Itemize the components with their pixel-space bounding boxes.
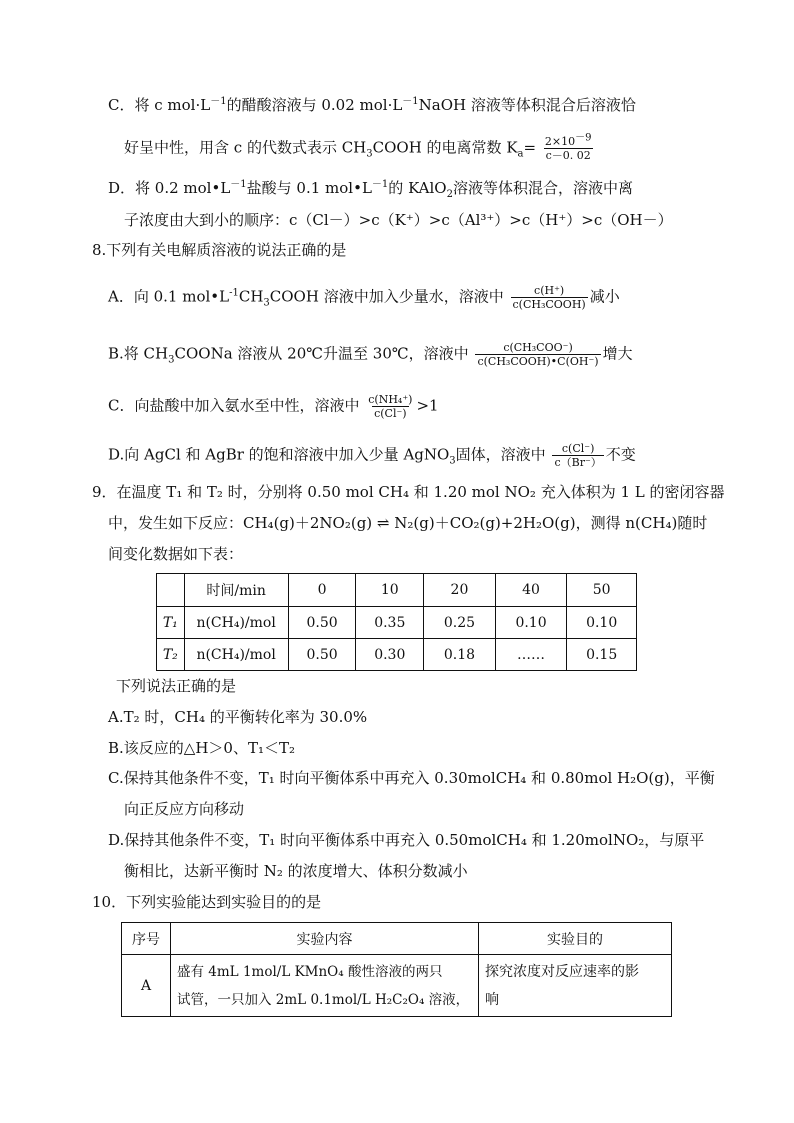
goal-line: 探究浓度对反应速率的影 (485, 963, 639, 980)
q9-stem-line3: 间变化数据如下表： (108, 545, 244, 563)
table-cell: 0.30 (356, 639, 424, 671)
table-cell: 0.10 (567, 607, 637, 639)
q8a-fraction: $\frac{c(H^+)}{\text{c(CH₃COOH)}}$ (512, 284, 586, 311)
q8-option-d: D.向 AgCl 和 AgBr 的饱和溶液中加入少量 AgNO$_3$固体，溶液中 $\frac{c(Cl^-)}{c(Br^-)}$ 不变 (108, 442, 636, 469)
q9-stem-line2: 中，发生如下反应：CH₄(g)＋2NO₂(g) ⇌ N₂(g)＋CO₂(g)+2H₂O(g)，测得 n(CH₄)随时 (108, 514, 708, 532)
table-cell: n(CH₄)/mol (184, 607, 288, 639)
table-cell (479, 955, 672, 1017)
table-header-row (157, 574, 637, 607)
ka-fraction: $\frac{2\times 10^{-9}}{c-0. 02}$ (544, 132, 592, 162)
q9-ask: 下列说法正确的是 (116, 677, 237, 695)
content-line: 试管，一只加入 2mL 0.1mol/L H₂C₂O₄ 溶液， (177, 991, 470, 1008)
q7-option-c-line1: C．将 c $mol\cdot L^{-1}$的醋酸溶液与 0.02 $mol\cdot L^{-1}NaOH$ 溶液等体积混合后溶液恰 (108, 96, 636, 114)
q8-option-a: A．向 0.1 $mol•L^{-1}CH_3COOH$ 溶液中加入少量水，溶液中 $\frac{c(H^+)}{\text{c(CH₃COOH)}}$ 减小 (108, 284, 620, 311)
table-cell: 10 (356, 574, 424, 607)
q10-stem: 10．下列实验能达到实验目的的是 (92, 893, 322, 911)
table-cell: 0.10 (495, 607, 567, 639)
q7-option-d-line1: D．将 0.2 $mol•L^{-1}$盐酸与 0.1 $mol•L^{-1}$的 KAlO$_2$溶液等体积混合，溶液中离 (108, 179, 633, 200)
q8-option-b: B.将 $CH_3COONa$ 溶液从 20℃升温至 30℃，溶液中 $\frac{\text{c(CH₃COO⁻)}}{\text{c(CH₃COOH)•C(OH⁻)}}$ 增大 (108, 341, 633, 368)
q9-option-d-line1: D.保持其他条件不变，T₁ 时向平衡体系中再充入 0.50molCH₄ 和 1.20molNO₂，与原平 (108, 831, 705, 849)
table-header-row (122, 923, 672, 955)
table-cell: …… (495, 639, 567, 671)
q10-experiment-table (121, 922, 672, 1017)
table-cell: 时间/min (184, 574, 288, 607)
table-header-cell: 实验内容 (171, 923, 479, 955)
q8-option-c: C．向盐酸中加入氨水至中性，溶液中 $\frac{\text{c(NH₄⁺)}}{c(Cl^-)}$ >1 (108, 393, 439, 420)
q8-stem: 8.下列有关电解质溶液的说法正确的是 (92, 241, 347, 259)
q9-option-a: A.T₂ 时，CH₄ 的平衡转化率为 30.0% (108, 708, 368, 726)
table-header-cell: 序号 (122, 923, 171, 955)
q9-option-d-line2: 衡相比，达新平衡时 N₂ 的浓度增大、体积分数减小 (124, 862, 468, 880)
q8d-fraction: $\frac{c(Cl^-)}{c(Br^-)}$ (554, 442, 602, 469)
table-header-cell: 实验目的 (479, 923, 672, 955)
table-cell: 0.50 (288, 639, 356, 671)
q8b-fraction: $\frac{\text{c(CH₃COO⁻)}}{\text{c(CH₃COOH)•C(OH⁻)}}$ (477, 341, 599, 368)
q9-data-table (156, 573, 637, 671)
q7-option-c-line2: 好呈中性，用含 c 的代数式表示 $CH_3COOH$ 的电离常数 $K_a=$ $\frac{2\times 10^{-9}}{c-0. 02}$ (124, 132, 592, 162)
table-cell (157, 574, 185, 607)
q9-option-c-line1: C.保持其他条件不变，T₁ 时向平衡体系中再充入 0.30molCH₄ 和 0.80mol H₂O(g)，平衡 (108, 769, 715, 787)
q9-stem-line1: 9．在温度 T₁ 和 T₂ 时，分别将 0.50 mol CH₄ 和 1.20 mol NO₂ 充入体积为 1 L 的密闭容器 (92, 483, 725, 501)
content-line: 盛有 4mL 1mol/L KMnO₄ 酸性溶液的两只 (177, 963, 443, 980)
q8c-fraction: $\frac{\text{c(NH₄⁺)}}{c(Cl^-)}$ (368, 393, 413, 420)
table-cell: 0.15 (567, 639, 637, 671)
table-cell: 0 (288, 574, 356, 607)
table-row (157, 607, 637, 639)
table-cell: 0.18 (424, 639, 496, 671)
table-cell: n(CH₄)/mol (184, 639, 288, 671)
table-row (122, 955, 672, 1017)
table-cell: T₁ (157, 607, 185, 639)
table-cell (171, 955, 479, 1017)
table-cell: 0.35 (356, 607, 424, 639)
table-cell: A (122, 955, 171, 1017)
table-cell: 40 (495, 574, 567, 607)
table-cell: 50 (567, 574, 637, 607)
q9-option-c-line2: 向正反应方向移动 (124, 800, 245, 818)
table-cell: 0.50 (288, 607, 356, 639)
table-cell: 0.25 (424, 607, 496, 639)
table-cell: 20 (424, 574, 496, 607)
table-row (157, 639, 637, 671)
q9-option-b: B.该反应的△H＞0、T₁＜T₂ (108, 739, 295, 757)
table-cell: T₂ (157, 639, 185, 671)
goal-line: 响 (485, 991, 499, 1008)
q7-option-d-line2: 子浓度由大到小的顺序：c（Cl－）>c（K⁺）>c（Al³⁺）>c（H⁺）>c（OH－） (124, 211, 673, 229)
